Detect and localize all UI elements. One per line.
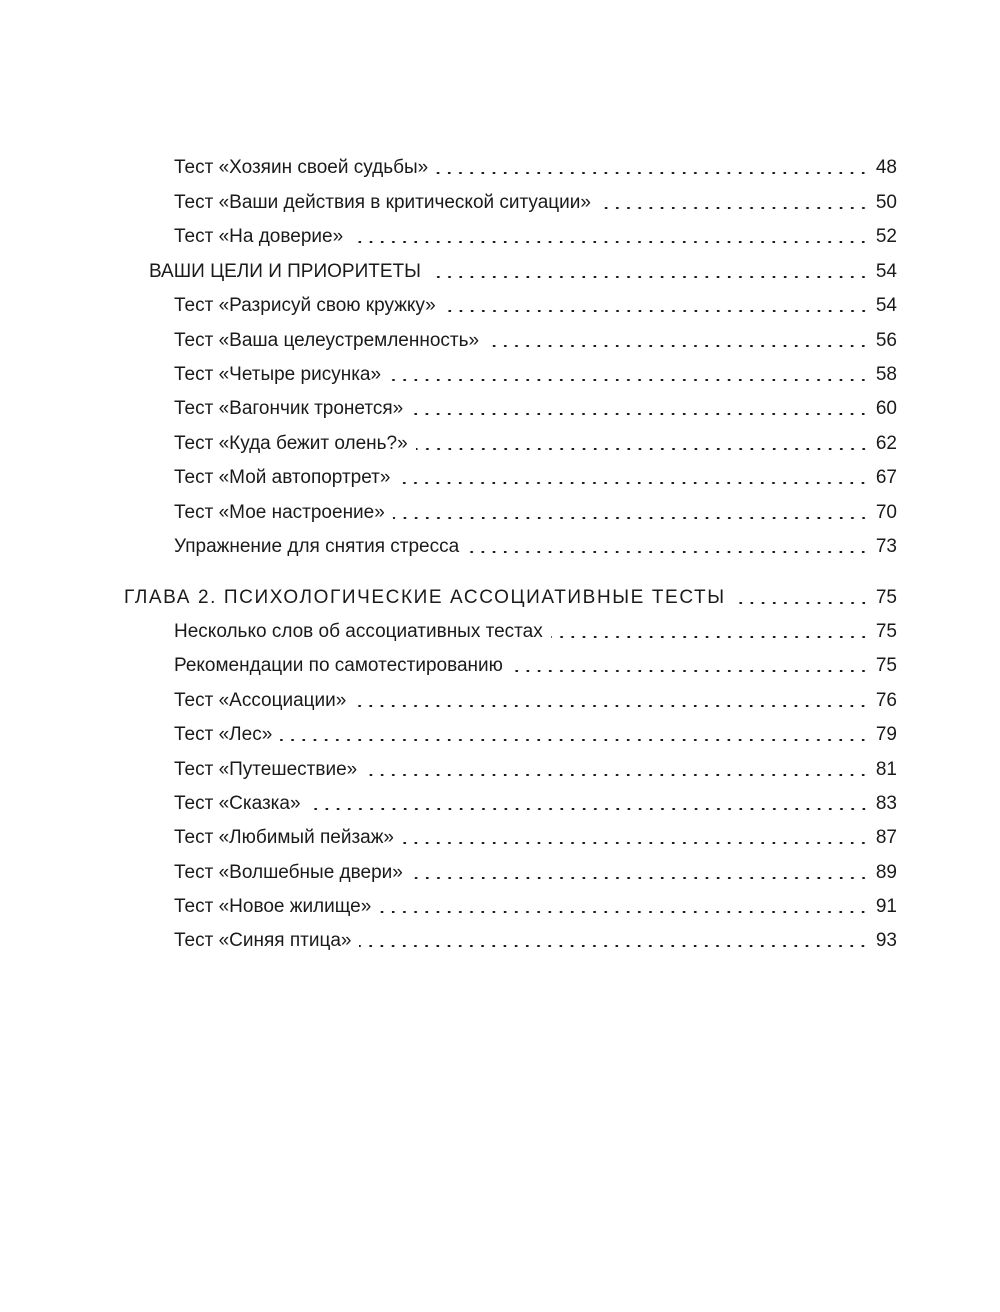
toc-entry: [174, 460, 897, 490]
dot-leader: [365, 774, 869, 776]
dot-leader: [416, 448, 869, 450]
toc-entry-title: Тест «Любимый пейзаж»: [174, 827, 395, 848]
dot-leader: [354, 705, 869, 707]
toc-entry-title: Тест «Ваша целеустремленность»: [174, 330, 480, 351]
toc-section-heading: [149, 254, 897, 284]
toc-entry-title: Несколько слов об ассоциативных тестах: [174, 621, 543, 642]
toc-entry-page: 79: [875, 724, 897, 745]
toc-entry-page: 48: [875, 157, 897, 178]
toc-entry-page: 73: [875, 536, 897, 557]
toc-entry-title: Тест «Путешествие»: [174, 759, 358, 780]
toc-entry: [174, 288, 897, 318]
dot-leader: [551, 636, 869, 638]
toc-entry-title: Рекомендации по самотестированию: [174, 655, 503, 676]
toc-entry: [174, 923, 897, 953]
dot-leader: [734, 602, 869, 604]
toc-entry-title: Тест «Хозяин своей судьбы»: [174, 157, 429, 178]
toc-entry: [174, 889, 897, 919]
dot-leader: [467, 551, 869, 553]
dot-leader: [511, 670, 869, 672]
toc-entry-title: Тест «Куда бежит олень?»: [174, 433, 408, 454]
toc-entry-page: 67: [875, 467, 897, 488]
toc-entry-page: 60: [875, 398, 897, 419]
toc-entry-title: Тест «Разрисуй свою кружку»: [174, 295, 436, 316]
toc-entry-page: 91: [875, 896, 897, 917]
toc-entry: [174, 426, 897, 456]
toc-entry-page: 58: [875, 364, 897, 385]
dot-leader: [359, 945, 869, 947]
toc-entry: [174, 323, 897, 353]
toc-entry-title: Тест «Мой автопортрет»: [174, 467, 391, 488]
toc-entry-page: 54: [875, 295, 897, 316]
toc-entry-title: Тест «Сказка»: [174, 793, 301, 814]
toc-entry: [174, 357, 897, 387]
toc-entry-page: 70: [875, 502, 897, 523]
toc-entry-page: 89: [875, 862, 897, 883]
toc-entry-page: 83: [875, 793, 897, 814]
toc-entry-title: Тест «Вагончик тронется»: [174, 398, 404, 419]
toc-entry: [174, 717, 897, 747]
dot-leader: [398, 482, 869, 484]
toc-entry-page: 75: [875, 587, 897, 608]
toc-entry-page: 75: [875, 621, 897, 642]
toc-entry: [174, 648, 897, 678]
dot-leader: [411, 877, 869, 879]
toc-entry-page: 50: [875, 192, 897, 213]
toc-entry-page: 81: [875, 759, 897, 780]
toc-entry: [174, 529, 897, 559]
dot-leader: [309, 808, 869, 810]
toc-entry-title: Тест «Ассоциации»: [174, 690, 347, 711]
dot-leader: [444, 310, 869, 312]
toc-entry-title: Тест «Синяя птица»: [174, 930, 352, 951]
toc-entry-page: 93: [875, 930, 897, 951]
toc-entry-page: 62: [875, 433, 897, 454]
toc-entry: [174, 185, 897, 215]
toc-entry-title: Тест «Четыре рисунка»: [174, 364, 382, 385]
dot-leader: [411, 413, 869, 415]
toc-entry-title: Тест «Лес»: [174, 724, 273, 745]
toc-entry-page: 76: [875, 690, 897, 711]
dot-leader: [487, 345, 869, 347]
toc-entry-title: ГЛАВА 2. ПСИХОЛОГИЧЕСКИЕ АССОЦИАТИВНЫЕ ТЕСТЫ: [124, 587, 726, 608]
toc-entry: [174, 614, 897, 644]
dot-leader: [429, 276, 869, 278]
toc-entry: [174, 683, 897, 713]
toc-entry: [174, 786, 897, 816]
dot-leader: [599, 207, 869, 209]
toc-entry-title: Тест «Ваши действия в критической ситуации»: [174, 192, 591, 213]
toc-entry-page: 54: [875, 261, 897, 282]
toc-entry: [174, 219, 897, 249]
dot-leader: [379, 911, 869, 913]
toc-entry-title: Упражнение для снятия стресса: [174, 536, 460, 557]
dot-leader: [436, 172, 869, 174]
toc-entry: [174, 855, 897, 885]
toc-entry: [174, 820, 897, 850]
dot-leader: [393, 517, 869, 519]
toc-entry-page: 56: [875, 330, 897, 351]
dot-leader: [351, 241, 869, 243]
toc-entry-title: Тест «Новое жилище»: [174, 896, 372, 917]
dot-leader: [402, 842, 869, 844]
toc-entry-title: Тест «Волшебные двери»: [174, 862, 403, 883]
toc-entry-page: 87: [875, 827, 897, 848]
toc-entry-title: ВАШИ ЦЕЛИ И ПРИОРИТЕТЫ: [149, 261, 421, 282]
toc-chapter-heading: [124, 580, 897, 610]
toc-entry-title: Тест «На доверие»: [174, 226, 344, 247]
toc-entry-page: 75: [875, 655, 897, 676]
toc-entry-title: Тест «Мое настроение»: [174, 502, 385, 523]
toc-entry: [174, 150, 897, 180]
toc-entry-page: 52: [875, 226, 897, 247]
toc-entry: [174, 495, 897, 525]
dot-leader: [280, 739, 869, 741]
toc-entry: [174, 391, 897, 421]
toc-entry: [174, 752, 897, 782]
dot-leader: [389, 379, 869, 381]
